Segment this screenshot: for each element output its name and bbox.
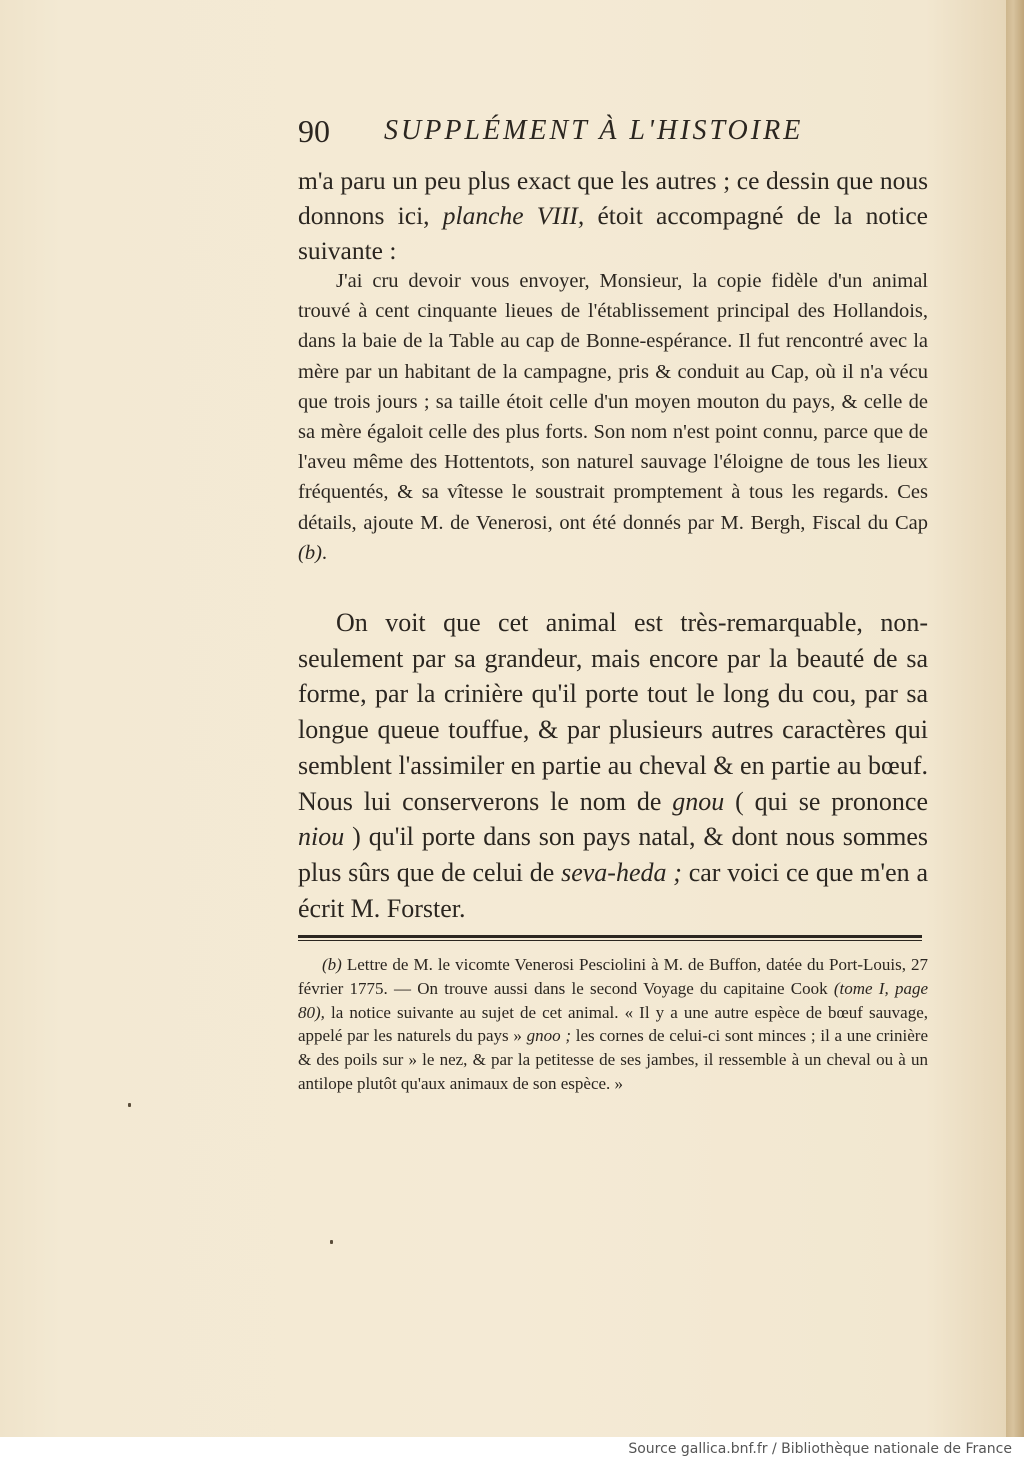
source-bar: [0, 1437, 1024, 1465]
citation: (tome I, page 80),: [298, 978, 928, 1022]
quote-text: .: [321, 541, 328, 564]
running-title: SUPPLÉMENT À L'HISTOIRE: [384, 115, 804, 146]
source-credit: Source gallica.bnf.fr / Bibliothèque nationale de France: [628, 1441, 1012, 1457]
page-header: [298, 113, 858, 157]
paragraph-text: ( qui se prononce: [724, 786, 928, 816]
italic-term: gnou: [672, 786, 725, 816]
italic-term: seva-heda ;: [561, 857, 682, 887]
quote-text: J'ai cru devoir vous envoyer, Monsieur, la copie fidèle d'un animal trouvé à cent cinquante lieues de l'établissement principal des Hollandois, dans la baie de la Table au cap de Bonne-espérance. Il fut rencontré avec la mère par un habitant de la campagne, pris & conduit au Cap, où il n'a vécu que trois jours ; sa taille étoit celle d'un moyen mouton du pays, & celle de sa mère égaloit celle des plus forts. Son nom n'est point connu, parce que de l'aveu même des Hottentots, son naturel sauvage l'éloigne de tous les lieux fréquentés, & sa vîtesse le soustrait promptement à tous les regards. Ces détails, ajoute M. de Venerosi, ont été donnés par M. Bergh, Fiscal du Cap: [298, 270, 928, 534]
quoted-notice: [298, 266, 928, 568]
paragraph-text: On voit que cet animal est très-remarquable, non-seulement par sa grandeur, mais encore par la beauté de sa forme, par la crinière qu'il porte tout le long du cou, par sa longue queue touffue, & par plusieurs autres caractères qui semblent l'assimiler en partie au cheval & en partie au bœuf. Nous lui conserverons le nom de: [298, 608, 928, 816]
paragraph-text: m'a paru un peu plus exact que les autres ; ce dessin que nous donnons ici,: [298, 166, 928, 230]
footnote-text: les cornes de celui-ci sont minces ; il a une crinière & des poils sur » le nez, & par la petitesse de ses jambes, il ressemble à un cheval ou à un antilope plutôt qu'aux animaux de son espèce. »: [298, 1026, 928, 1093]
paragraph-text: ) qu'il porte dans son pays natal, & dont nous sommes plus sûrs que de celui de: [298, 822, 928, 887]
ink-speck: [330, 1240, 333, 1244]
page-edge: [1006, 0, 1024, 1437]
footnote-text: Lettre de M. le vicomte Venerosi Pesciolini à M. de Buffon, datée du Port-Louis, 27 février 1775. — On trouve aussi dans le second Voyage du capitaine Cook: [298, 955, 928, 998]
footnote-text: la notice suivante au sujet de cet animal. « Il y a une autre espèce de bœuf sauvage, appelé par les naturels du pays »: [298, 1002, 928, 1046]
italic-term: gnoo ;: [526, 1026, 571, 1046]
paragraph-text: car voici ce que m'en a écrit M. Forster.: [298, 857, 928, 923]
paragraph-main: [298, 605, 928, 926]
footnote-reference: (b): [298, 541, 322, 564]
ink-speck: [128, 1103, 131, 1107]
paragraph-text: étoit accompagné de la notice suivante :: [298, 201, 928, 265]
footnote: [298, 953, 928, 1096]
page-number: 90: [298, 113, 330, 149]
footnote-marker: (b): [322, 955, 342, 974]
footnote-paragraph: [298, 953, 928, 1096]
italic-term: niou: [298, 822, 345, 852]
footnote-rule: [298, 935, 922, 938]
plate-reference: planche VIII,: [442, 201, 585, 230]
footnote-rule-thin: [298, 940, 922, 941]
paragraph-continuation: [298, 163, 928, 268]
